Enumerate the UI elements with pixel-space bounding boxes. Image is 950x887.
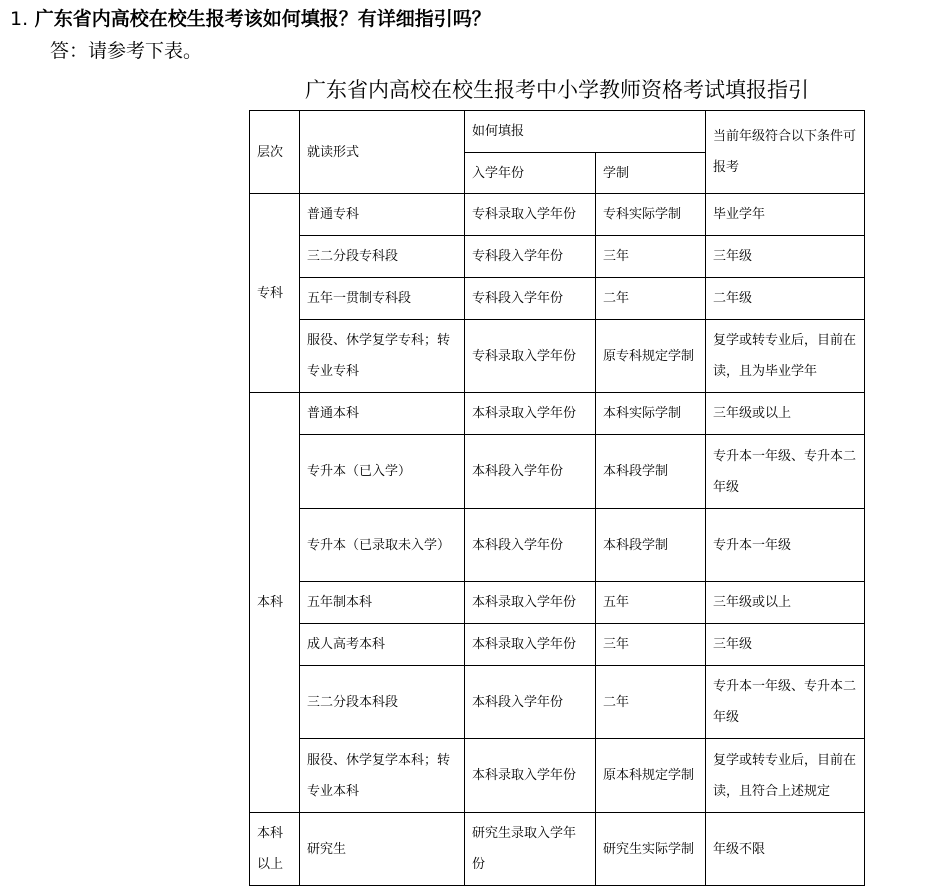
condition-cell: 毕业学年 [706, 194, 865, 236]
system-cell: 本科实际学制 [596, 393, 706, 435]
condition-cell: 二年级 [706, 278, 865, 320]
table-row [250, 624, 865, 666]
condition-cell: 复学或转专业后，目前在读，且为毕业学年 [706, 320, 865, 393]
header-how: 如何填报 [465, 111, 706, 153]
system-cell: 三年 [596, 624, 706, 666]
condition-cell: 专升本一年级、专升本二年级 [706, 666, 865, 739]
year-cell: 本科录取入学年份 [465, 393, 596, 435]
table-row [250, 666, 865, 739]
system-cell: 二年 [596, 278, 706, 320]
year-cell: 专科段入学年份 [465, 278, 596, 320]
system-cell: 原专科规定学制 [596, 320, 706, 393]
system-cell: 原本科规定学制 [596, 739, 706, 813]
year-cell: 专科录取入学年份 [465, 194, 596, 236]
system-cell: 研究生实际学制 [596, 813, 706, 886]
question-number: 1. [10, 8, 29, 30]
form-cell: 普通本科 [300, 393, 465, 435]
year-cell: 本科录取入学年份 [465, 582, 596, 624]
form-cell: 五年一贯制专科段 [300, 278, 465, 320]
form-cell: 服役、休学复学专科；转专业专科 [300, 320, 465, 393]
header-level: 层次 [250, 111, 300, 194]
form-cell: 成人高考本科 [300, 624, 465, 666]
question-text: 广东省内高校在校生报考该如何填报？有详细指引吗？ [34, 8, 491, 30]
form-cell: 普通专科 [300, 194, 465, 236]
year-cell: 专科段入学年份 [465, 236, 596, 278]
header-system: 学制 [596, 153, 706, 194]
year-cell: 本科段入学年份 [465, 666, 596, 739]
table-row [250, 509, 865, 582]
guide-table [249, 110, 865, 886]
header-form: 就读形式 [300, 111, 465, 194]
form-cell: 三二分段专科段 [300, 236, 465, 278]
condition-cell: 三年级或以上 [706, 393, 865, 435]
year-cell: 本科录取入学年份 [465, 739, 596, 813]
table-row [250, 393, 865, 435]
table-row [250, 320, 865, 393]
condition-cell: 专升本一年级 [706, 509, 865, 582]
year-cell: 本科录取入学年份 [465, 624, 596, 666]
condition-cell: 复学或转专业后，目前在读，且符合上述规定 [706, 739, 865, 813]
level-cell: 专科 [250, 194, 300, 393]
condition-cell: 三年级 [706, 624, 865, 666]
year-cell: 专科录取入学年份 [465, 320, 596, 393]
table-row [250, 435, 865, 509]
header-condition: 当前年级符合以下条件可报考 [706, 111, 865, 194]
table-title: 广东省内高校在校生报考中小学教师资格考试填报指引 [305, 78, 809, 102]
form-cell: 五年制本科 [300, 582, 465, 624]
condition-cell: 专升本一年级、专升本二年级 [706, 435, 865, 509]
form-cell: 专升本（已录取未入学） [300, 509, 465, 582]
table-row [250, 739, 865, 813]
answer-text: 答：请参考下表。 [50, 40, 203, 62]
system-cell: 二年 [596, 666, 706, 739]
question-heading [10, 6, 491, 32]
header-row [250, 111, 865, 153]
table-row [250, 813, 865, 886]
level-cell: 本科 [250, 393, 300, 813]
table-row [250, 582, 865, 624]
table-row [250, 278, 865, 320]
table-row [250, 194, 865, 236]
header-year: 入学年份 [465, 153, 596, 194]
form-cell: 服役、休学复学本科；转专业本科 [300, 739, 465, 813]
year-cell: 研究生录取入学年份 [465, 813, 596, 886]
system-cell: 五年 [596, 582, 706, 624]
form-cell: 三二分段本科段 [300, 666, 465, 739]
table-row [250, 236, 865, 278]
system-cell: 本科段学制 [596, 509, 706, 582]
level-cell: 本科以上 [250, 813, 300, 886]
system-cell: 三年 [596, 236, 706, 278]
condition-cell: 三年级 [706, 236, 865, 278]
form-cell: 研究生 [300, 813, 465, 886]
form-cell: 专升本（已入学） [300, 435, 465, 509]
system-cell: 本科段学制 [596, 435, 706, 509]
condition-cell: 三年级或以上 [706, 582, 865, 624]
year-cell: 本科段入学年份 [465, 435, 596, 509]
year-cell: 本科段入学年份 [465, 509, 596, 582]
system-cell: 专科实际学制 [596, 194, 706, 236]
condition-cell: 年级不限 [706, 813, 865, 886]
